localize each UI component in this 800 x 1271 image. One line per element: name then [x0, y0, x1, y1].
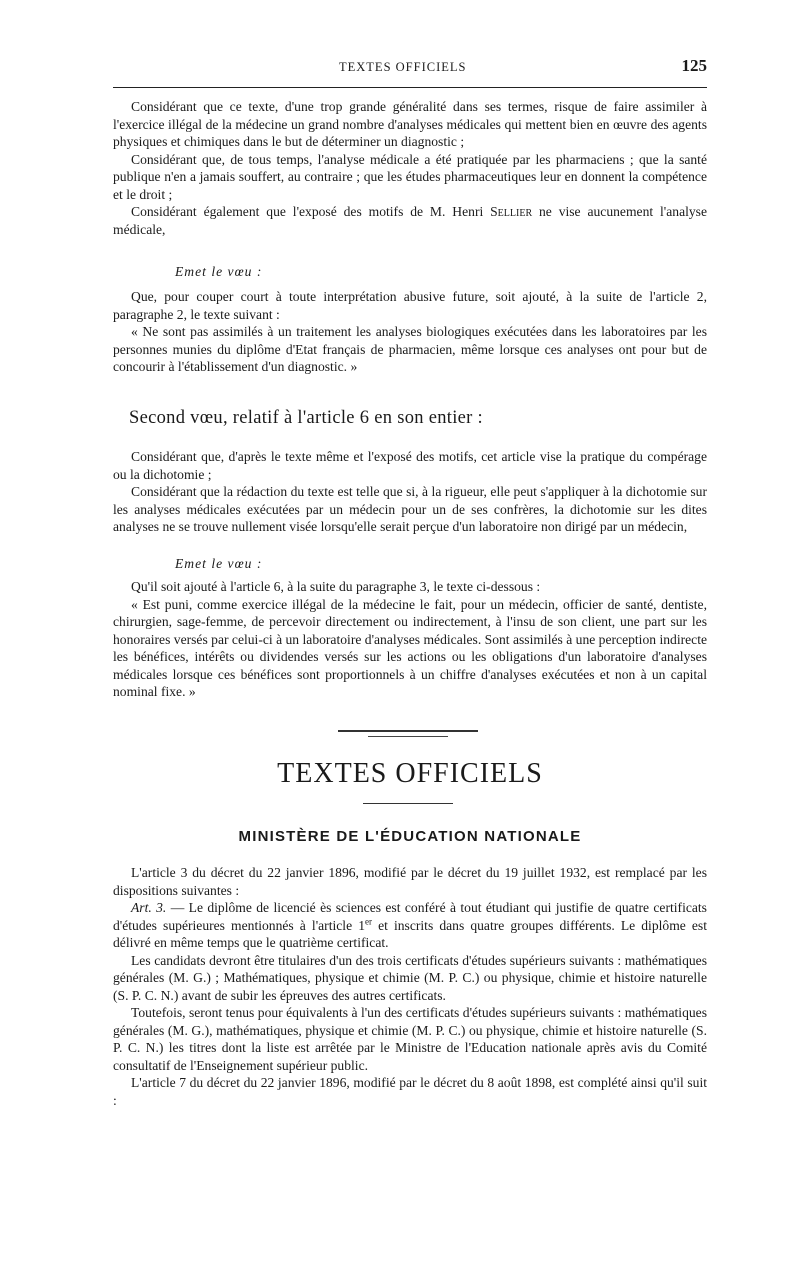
considerations-block-1 [113, 98, 707, 238]
paragraph: Considérant que la rédaction du texte est telle que si, à la rigueur, elle peut s'appliquer à la dichotomie sur les analyses médicales exécutées par un médecin pour un de ses confrères, la dichotomie sur les dites analyses ne se trouve nullement visée lorsqu'elle serait perçue d'un laboratoire non dirigé par un médecin, [113, 484, 707, 534]
header-rule [113, 87, 707, 88]
paragraph: Que, pour couper court à toute interprétation abusive future, soit ajouté, à la suite de l'article 2, paragraphe 2, le texte suivant : [113, 289, 707, 322]
voeu-label: Emet le vœu : [175, 556, 263, 571]
voeu-text-block-1 [113, 288, 707, 376]
article-label: Art. 3. [131, 900, 167, 915]
voeu-text-block-2 [113, 578, 707, 701]
paragraph: Qu'il soit ajouté à l'article 6, à la suite du paragraphe 3, le texte ci-dessous : [131, 579, 541, 594]
running-title: TEXTES OFFICIELS [339, 60, 467, 74]
second-voeu-heading: Second vœu, relatif à l'article 6 en son entier : [129, 408, 483, 428]
paragraph: Considérant que ce texte, d'une trop grande généralité dans ses termes, risque de faire assimiler à l'exercice illégal de la médecine un grand nombre d'analyses médicales qui mettent bien en œuvre des agents physiques et chimiques dans le but de déterminer un diagnostic ; [113, 99, 707, 149]
paragraph: « Ne sont pas assimilés à un traitement les analyses biologiques exécutées dans les laboratoires par les personnes munies du diplôme d'Etat français de pharmacien, même lorsque ces analyses ont pour but de concourir à l'établissement d'un diagnostic. » [113, 324, 707, 374]
paragraph: Considérant que, d'après le texte même et l'exposé des motifs, cet article vise la pratique du compérage ou la dichotomie ; [113, 449, 707, 482]
paragraph: Art. 3. — Le diplôme de licencié ès sciences est conféré à tout étudiant qui justifie de quatre certificats d'études supérieures mentionnés à l'article 1er et inscrits dans quatre groupes différents. Le diplôme est délivré en même temps que le quatrième certificat. [113, 900, 707, 950]
section-divider [338, 730, 478, 732]
paragraph: L'article 3 du décret du 22 janvier 1896, modifié par le décret du 19 juillet 1932, est remplacé par les dispositions suivantes : [113, 865, 707, 898]
paragraph: L'article 7 du décret du 22 janvier 1896, modifié par le décret du 8 août 1898, est complété ainsi qu'il suit : [113, 1075, 707, 1108]
paragraph: Considérant que, de tous temps, l'analyse médicale a été pratiquée par les pharmaciens ; que la santé publique n'en a jamais souffert, au contraire ; que les études pharmaceutiques leur en donnent la compétence et le droit ; [113, 151, 707, 202]
paragraph: Toutefois, seront tenus pour équivalents à l'un des certificats d'études supérieurs suivants : mathématiques générales (M. G.), mathématiques, physique et chimie (M. P. C.) ou physique, chimie et histoire naturelle (S. P. C. N.) les titres dont la liste est arrêtée par le Ministre de l'Education nationale après avis du Comité consultatif de l'Enseignement supérieur public. [113, 1005, 707, 1073]
page-header [113, 56, 707, 80]
considerations-block-2 [113, 448, 707, 536]
paragraph: « Est puni, comme exercice illégal de la médecine le fait, pour un médecin, officier de santé, dentiste, chirurgien, sage-femme, de percevoir directement ou indirectement, à l'insu de son client, une part sur les honoraires versés par celui-ci à un laboratoire d'analyses médicales. Sont assimilés à une perception indirecte les bénéfices, intérêts ou dividendes versés sur les actions ou les obligations d'un laboratoire d'analyses médicales lorsque ces bénéfices sont proportionnels à un chiffre d'analyses exécutées et non à un capital nominal fixe. » [113, 596, 707, 699]
section-divider [368, 736, 448, 737]
section-title: TEXTES OFFICIELS [277, 758, 543, 789]
paragraph: Les candidats devront être titulaires d'un des trois certificats d'études supérieurs suivants : mathématiques générales (M. G.) ; Mathématiques, physique et chimie (M. P. C.) ou physique, chimie et histoire naturelle (S. P. C. N.) avant de subir les épreuves des autres certificats. [113, 952, 707, 1003]
author-name: Sellier [490, 204, 533, 219]
ministry-title: MINISTÈRE DE L'ÉDUCATION NATIONALE [238, 828, 582, 845]
page-number: 125 [681, 56, 707, 75]
decree-block [113, 864, 707, 1109]
voeu-label: Emet le vœu : [175, 264, 263, 279]
paragraph: Considérant également que l'exposé des motifs de M. Henri Sellier ne vise aucunement l'analyse médicale, [113, 204, 707, 237]
title-rule [363, 803, 453, 804]
